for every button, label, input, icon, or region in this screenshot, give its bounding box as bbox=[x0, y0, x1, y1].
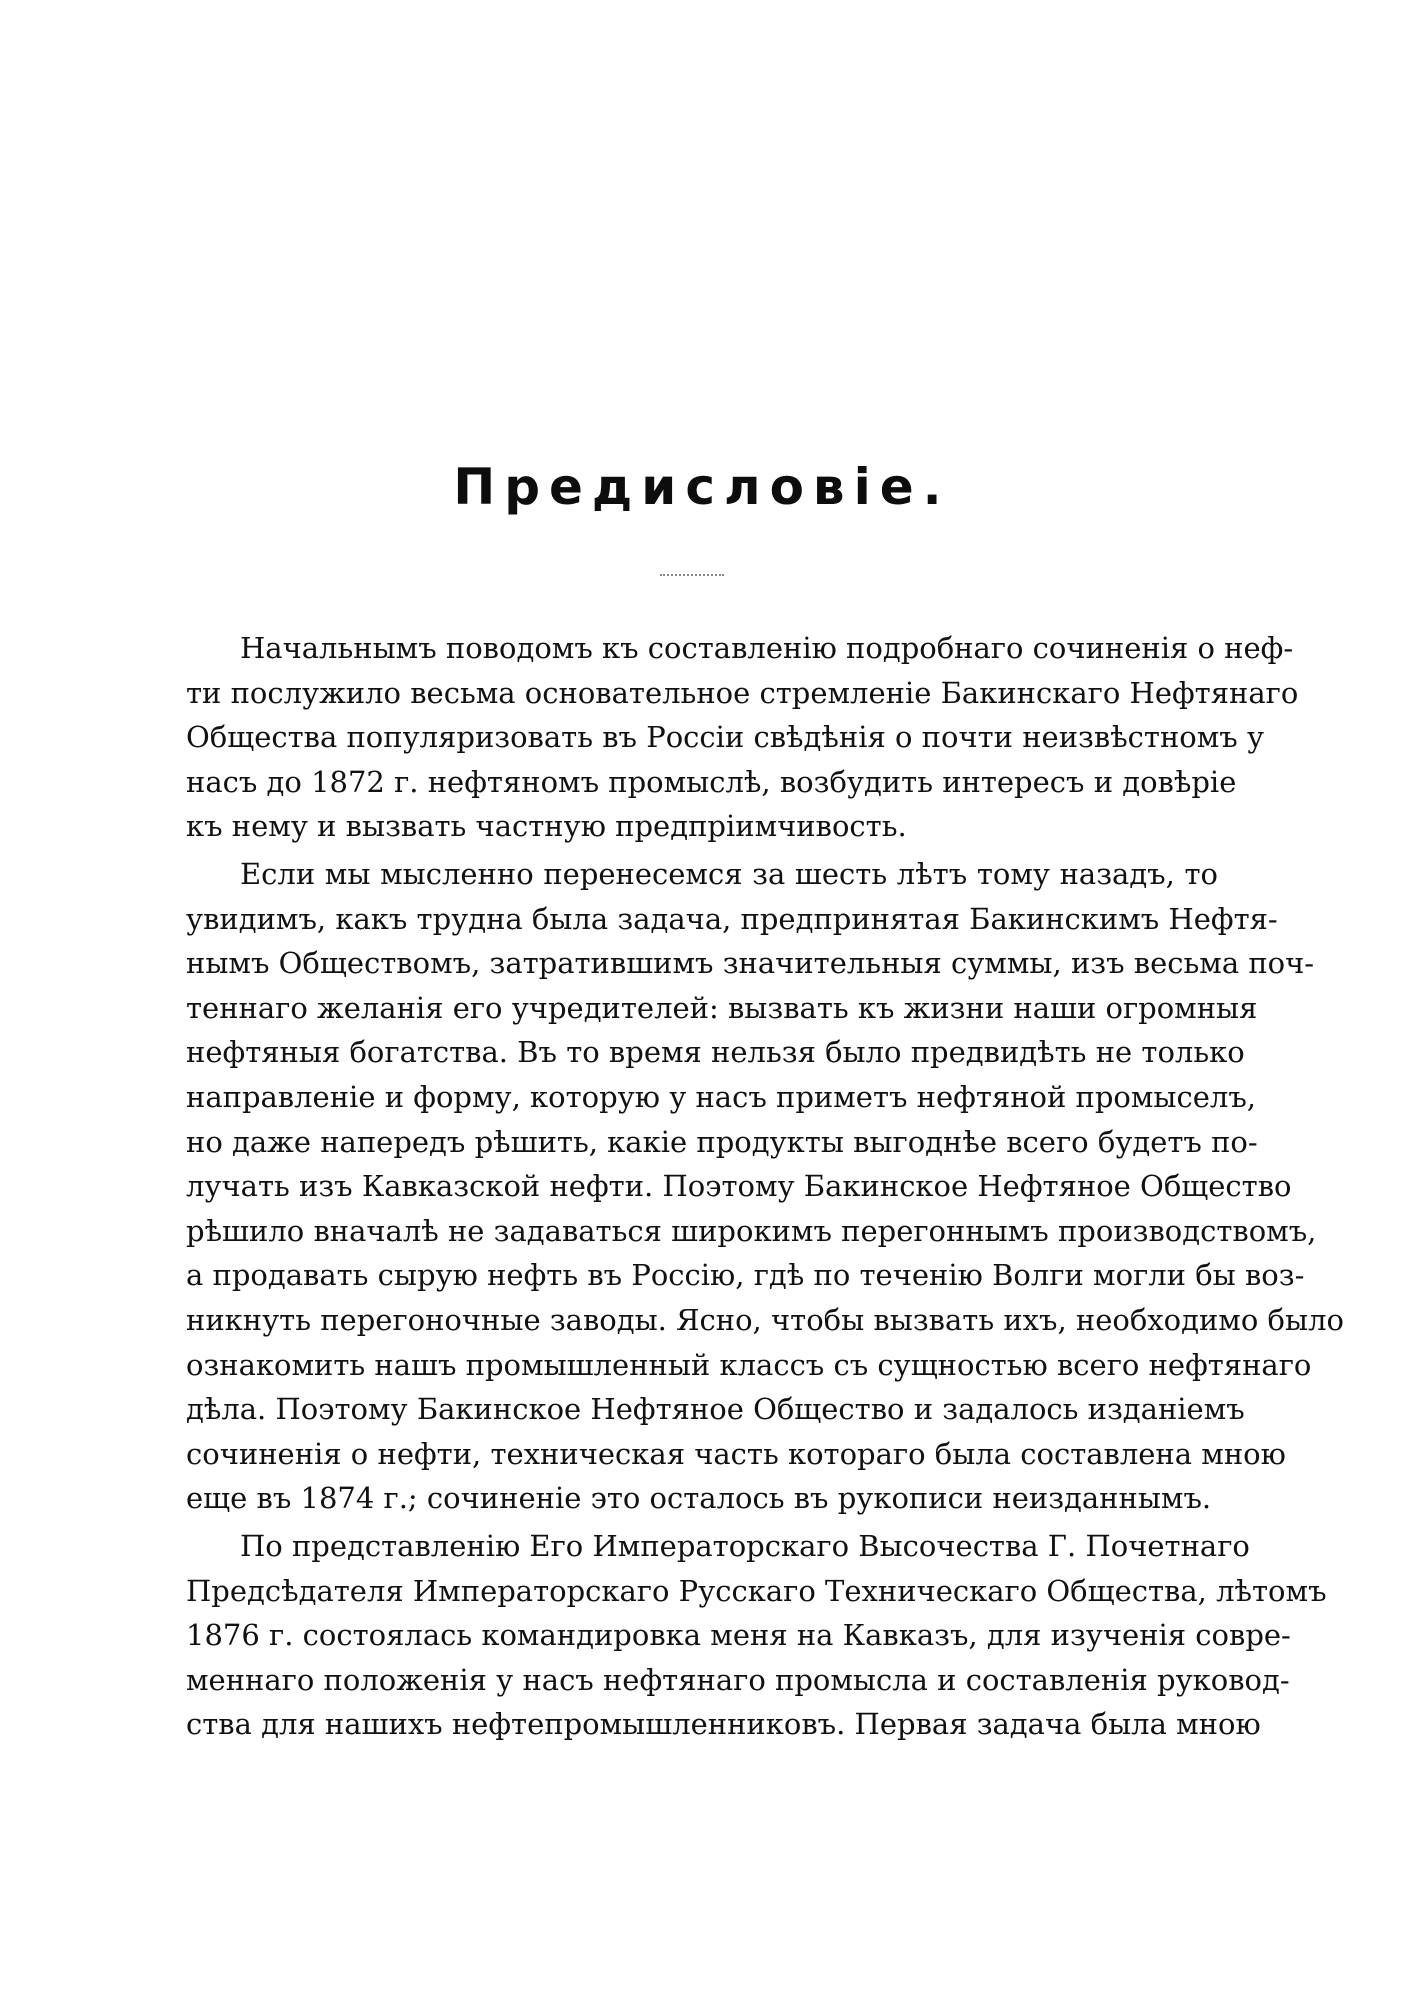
text-line: нымъ Обществомъ, затратившимъ значительныя суммы, изъ весьма поч- bbox=[186, 946, 1315, 981]
text-line: меннаго положенія у насъ нефтянаго промысла и составленія руковод- bbox=[186, 1662, 1290, 1697]
text-line: По представленію Его Императорскаго Высочества Г. Почетнаго bbox=[240, 1529, 1250, 1563]
paragraph-3 bbox=[186, 1524, 1327, 1747]
text-line: ти послужило весьма основательное стремленіе Бакинскаго Нефтянаго bbox=[186, 675, 1299, 710]
text-line: ства для нашихъ нефтепромышленниковъ. Первая задача была мною bbox=[186, 1707, 1261, 1742]
text-line: теннаго желанія его учредителей: вызвать къ жизни наши огромныя bbox=[186, 990, 1258, 1025]
text-line: но даже напередъ рѣшить, какіе продукты выгоднѣе всего будетъ по- bbox=[186, 1124, 1258, 1159]
text-line: никнуть перегоночные заводы. Ясно, чтобы вызвать ихъ, необходимо было bbox=[186, 1302, 1344, 1337]
text-line: а продавать сырую нефть въ Россію, гдѣ по теченію Волги могли бы воз- bbox=[186, 1258, 1305, 1293]
paragraph-1 bbox=[186, 626, 1299, 849]
text-line: сочиненія о нефти, техническая часть котораго была составлена мною bbox=[186, 1436, 1286, 1471]
text-line: еще въ 1874 г.; сочиненіе это осталось въ рукописи неизданнымъ. bbox=[186, 1481, 1212, 1516]
title-ornament bbox=[660, 574, 724, 580]
page-title: Предисловіе. bbox=[453, 458, 951, 516]
text-line: дѣла. Поэтому Бакинское Нефтяное Общество и задалось изданіемъ bbox=[186, 1392, 1245, 1427]
text-line: ознакомить нашъ промышленный классъ съ сущностью всего нефтянаго bbox=[186, 1347, 1312, 1382]
text-line: направленіе и форму, которую у насъ приметъ нефтяной промыселъ, bbox=[186, 1079, 1257, 1114]
text-line: 1876 г. состоялась командировка меня на Кавказъ, для изученія совре- bbox=[186, 1618, 1291, 1653]
text-line: увидимъ, какъ трудна была задача, предпринятая Бакинскимъ Нефтя- bbox=[186, 901, 1278, 936]
text-line: къ нему и вызвать частную предпріимчивость. bbox=[186, 809, 907, 844]
text-line: Предсѣдателя Императорскаго Русскаго Техническаго Общества, лѣтомъ bbox=[186, 1573, 1327, 1608]
text-line: рѣшило вначалѣ не задаваться широкимъ перегоннымъ производствомъ, bbox=[186, 1213, 1317, 1248]
text-line: насъ до 1872 г. нефтяномъ промыслѣ, возбудить интересъ и довѣріе bbox=[186, 764, 1237, 799]
text-line: нефтяныя богатства. Въ то время нельзя было предвидѣть не только bbox=[186, 1035, 1245, 1070]
text-line: лучать изъ Кавказской нефти. Поэтому Бакинское Нефтяное Общество bbox=[186, 1169, 1292, 1204]
text-line: Начальнымъ поводомъ къ составленію подробнаго сочиненія о неф- bbox=[240, 631, 1294, 665]
text-line: Если мы мысленно перенесемся за шесть лѣтъ тому назадъ, то bbox=[240, 857, 1218, 891]
text-line: Общества популяризовать въ Россіи свѣдѣнія о почти неизвѣстномъ у bbox=[186, 720, 1265, 755]
paragraph-2 bbox=[186, 852, 1344, 1521]
